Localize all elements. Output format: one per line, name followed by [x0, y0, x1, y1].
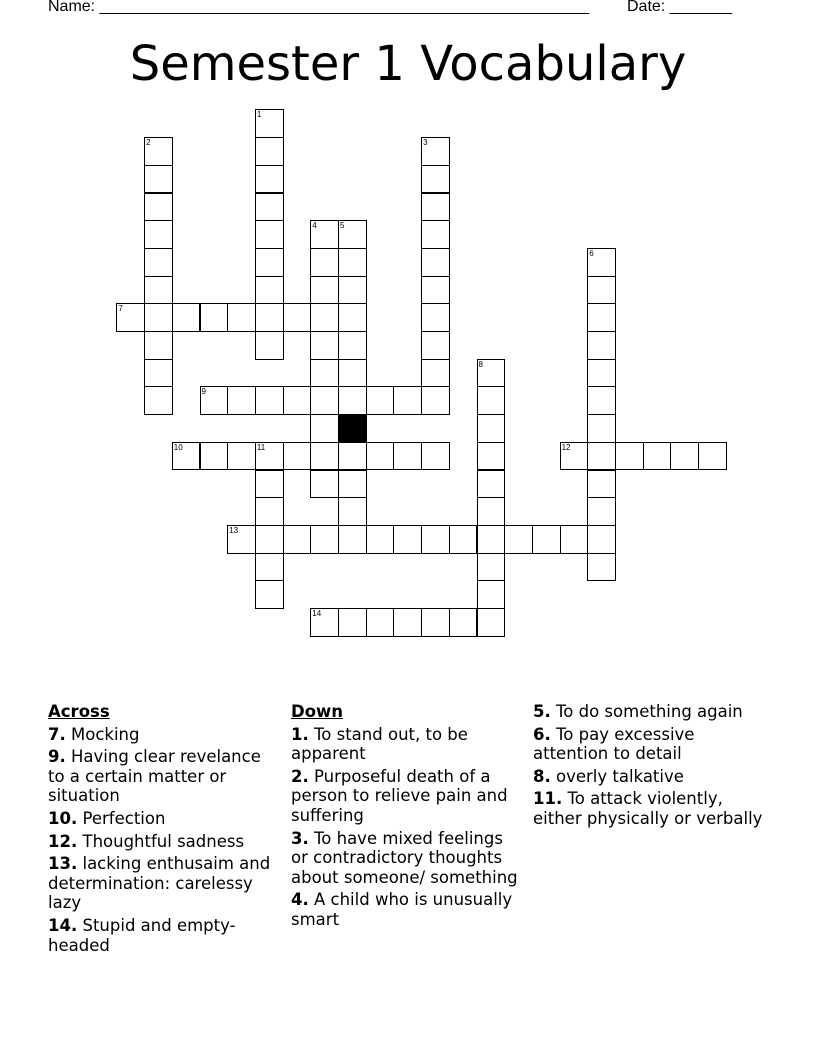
grid-cell[interactable]: [366, 442, 395, 471]
grid-cell[interactable]: [698, 442, 727, 471]
cell-number: 3: [423, 138, 428, 148]
grid-cell[interactable]: [338, 386, 367, 415]
grid-cell[interactable]: [477, 608, 506, 637]
clue-text: To attack violently, either physically or verbally: [533, 789, 763, 828]
clue-item: [48, 832, 278, 852]
cell-number: 11: [256, 442, 266, 452]
grid-cell[interactable]: [310, 386, 339, 415]
grid-cell[interactable]: [338, 442, 367, 471]
grid-cell[interactable]: [310, 442, 339, 471]
grid-cell[interactable]: [310, 220, 339, 249]
clue-item: [533, 702, 768, 722]
grid-cell[interactable]: [587, 414, 616, 443]
cell-number: 6: [589, 248, 594, 258]
grid-cell[interactable]: [283, 303, 312, 332]
grid-cell[interactable]: [255, 386, 284, 415]
grid-cell[interactable]: [477, 470, 506, 499]
cell-number: 4: [312, 221, 317, 231]
grid-cell[interactable]: [587, 248, 616, 277]
grid-cell[interactable]: [283, 386, 312, 415]
grid-cell[interactable]: [338, 331, 367, 360]
clue-number: 5.: [533, 702, 551, 721]
grid-cell[interactable]: [477, 553, 506, 582]
grid-cell[interactable]: [283, 442, 312, 471]
grid-cell[interactable]: [587, 553, 616, 582]
grid-cell[interactable]: [421, 165, 450, 194]
grid-cell[interactable]: [615, 442, 644, 471]
down-clues: [291, 702, 523, 933]
clue-text: Thoughtful sadness: [82, 831, 245, 851]
grid-cell[interactable]: [144, 331, 173, 360]
grid-cell[interactable]: [310, 359, 339, 388]
grid-cell[interactable]: [172, 442, 201, 471]
clue-item: [291, 725, 523, 764]
clue-number: 3.: [291, 828, 309, 848]
grid-cell[interactable]: [670, 442, 699, 471]
grid-cell[interactable]: [338, 497, 367, 526]
grid-cell[interactable]: [255, 580, 284, 609]
clue-text: Mocking: [71, 724, 140, 744]
grid-cell[interactable]: [227, 303, 256, 332]
grid-cell[interactable]: [421, 331, 450, 360]
clue-item: [48, 725, 278, 745]
clue-number: 12.: [48, 831, 78, 851]
grid-cell[interactable]: [144, 386, 173, 415]
grid-cell[interactable]: [421, 220, 450, 249]
grid-cell[interactable]: [310, 470, 339, 499]
grid-cell[interactable]: [310, 414, 339, 443]
grid-cell[interactable]: [144, 193, 173, 222]
grid-cell[interactable]: [477, 359, 506, 388]
cell-number: 10: [173, 442, 183, 452]
grid-cell[interactable]: [200, 303, 229, 332]
clue-item: [291, 767, 523, 826]
grid-cell[interactable]: [421, 359, 450, 388]
grid-cell[interactable]: [255, 470, 284, 499]
grid-cell[interactable]: [421, 608, 450, 637]
grid-cell[interactable]: [421, 386, 450, 415]
clue-text: Perfection: [82, 808, 166, 828]
grid-cell[interactable]: [200, 442, 229, 471]
grid-cell[interactable]: [393, 525, 422, 554]
clue-text: Purposeful death of a person to relieve pain and suffering: [291, 766, 508, 825]
clue-number: 2.: [291, 766, 309, 786]
clue-text: lacking enthusaim and determination: carelessy lazy: [48, 854, 271, 913]
clue-text: overly talkative: [556, 766, 684, 786]
grid-cell[interactable]: [310, 331, 339, 360]
grid-cell[interactable]: [393, 386, 422, 415]
grid-cell[interactable]: [587, 470, 616, 499]
grid-cell[interactable]: [421, 276, 450, 305]
grid-cell[interactable]: [421, 137, 450, 166]
clue-number: 1.: [291, 724, 309, 744]
grid-cell[interactable]: [310, 525, 339, 554]
clue-text: To have mixed feelings or contradictory thoughts about someone/ something: [291, 828, 518, 887]
cell-number: 14: [312, 609, 322, 618]
grid-cell[interactable]: [477, 442, 506, 471]
grid-cell[interactable]: [255, 137, 284, 166]
grid-cell[interactable]: [393, 608, 422, 637]
clue-item: [533, 767, 768, 787]
grid-cell[interactable]: [587, 303, 616, 332]
grid-cell[interactable]: [338, 248, 367, 277]
grid-cell[interactable]: [200, 386, 229, 415]
clue-number: 8.: [533, 766, 551, 786]
grid-cell[interactable]: [283, 525, 312, 554]
clue-item: [291, 829, 523, 888]
grid-cell[interactable]: [421, 442, 450, 471]
clue-item: [48, 809, 278, 829]
grid-cell[interactable]: [587, 497, 616, 526]
grid-cell[interactable]: [255, 553, 284, 582]
clue-text: To do something again: [556, 702, 743, 721]
grid-cell[interactable]: [255, 303, 284, 332]
clue-item: [48, 854, 278, 913]
clue-number: 7.: [48, 724, 66, 744]
clue-item: [48, 747, 278, 806]
grid-cell[interactable]: [255, 497, 284, 526]
grid-cell[interactable]: [560, 525, 589, 554]
grid-cell[interactable]: [144, 248, 173, 277]
grid-cell[interactable]: [338, 276, 367, 305]
clue-item: [533, 789, 768, 828]
clue-item: [48, 916, 278, 955]
clue-text: Having clear revelance to a certain matter or situation: [48, 747, 261, 806]
grid-cell[interactable]: [587, 331, 616, 360]
clue-number: 11.: [533, 789, 563, 809]
cell-number: 5: [340, 221, 345, 231]
grid-cell[interactable]: [643, 442, 672, 471]
grid-cell[interactable]: [338, 359, 367, 388]
black-cell: [338, 414, 367, 443]
across-clues: [48, 702, 278, 958]
grid-cell[interactable]: [338, 220, 367, 249]
grid-cell[interactable]: [421, 525, 450, 554]
grid-cell[interactable]: [366, 386, 395, 415]
cell-number: 12: [561, 442, 571, 452]
clue-number: 6.: [533, 724, 551, 744]
grid-cell[interactable]: [393, 442, 422, 471]
cell-number: 2: [146, 138, 151, 148]
grid-cell[interactable]: [338, 470, 367, 499]
grid-cell[interactable]: [504, 525, 533, 554]
puzzle-title: Semester 1 Vocabulary: [129, 36, 687, 92]
grid-cell[interactable]: [255, 276, 284, 305]
cell-number: 1: [256, 110, 262, 120]
clue-number: 9.: [48, 747, 66, 767]
clue-number: 10.: [48, 808, 78, 828]
grid-cell[interactable]: [144, 359, 173, 388]
clue-number: 4.: [291, 890, 309, 910]
grid-cell[interactable]: [255, 165, 284, 194]
grid-cell[interactable]: [227, 525, 256, 554]
grid-cell[interactable]: [421, 303, 450, 332]
cell-number: 8: [478, 359, 483, 369]
grid-cell[interactable]: [338, 525, 367, 554]
clue-number: 13.: [48, 854, 78, 874]
clue-item: [533, 725, 768, 764]
grid-cell[interactable]: [477, 414, 506, 443]
grid-cell[interactable]: [144, 276, 173, 305]
grid-cell[interactable]: [587, 525, 616, 554]
grid-cell[interactable]: [366, 525, 395, 554]
clue-text: To pay excessive attention to detail: [533, 724, 695, 764]
grid-cell[interactable]: [477, 580, 506, 609]
grid-cell[interactable]: [477, 497, 506, 526]
grid-cell[interactable]: [449, 525, 478, 554]
cell-number: 13: [229, 525, 239, 535]
grid-cell[interactable]: [144, 303, 173, 332]
grid-cell[interactable]: [144, 137, 173, 166]
grid-cell[interactable]: [421, 193, 450, 222]
grid-cell[interactable]: [144, 165, 173, 194]
grid-cell[interactable]: [477, 386, 506, 415]
grid-cell[interactable]: [255, 331, 284, 360]
grid-cell[interactable]: [255, 248, 284, 277]
grid-cell[interactable]: [477, 525, 506, 554]
grid-cell[interactable]: [587, 386, 616, 415]
grid-cell[interactable]: [227, 442, 256, 471]
grid-cell[interactable]: [587, 442, 616, 471]
grid-cell[interactable]: [310, 303, 339, 332]
across-heading: Across: [48, 702, 110, 721]
grid-cell[interactable]: [338, 608, 367, 637]
down-clues-continued: [533, 702, 768, 832]
grid-cell[interactable]: [255, 109, 284, 138]
grid-cell[interactable]: [310, 608, 339, 637]
cell-number: 7: [118, 304, 123, 314]
cell-number: 9: [201, 387, 206, 397]
clue-item: [291, 890, 523, 929]
clue-text: Stupid and empty-headed: [48, 915, 236, 955]
grid-cell[interactable]: [255, 220, 284, 249]
clue-number: 14.: [48, 915, 78, 935]
grid-cell[interactable]: [172, 303, 201, 332]
grid-cell[interactable]: [366, 608, 395, 637]
grid-cell[interactable]: [310, 276, 339, 305]
grid-cell[interactable]: [560, 442, 589, 471]
grid-cell[interactable]: [338, 303, 367, 332]
grid-cell[interactable]: [421, 248, 450, 277]
name-field[interactable]: Name: _______________________________________________________: [48, 0, 589, 15]
grid-cell[interactable]: [587, 276, 616, 305]
clue-text: A child who is unusually smart: [291, 890, 513, 929]
grid-cell[interactable]: [587, 359, 616, 388]
grid-cell[interactable]: [255, 525, 284, 554]
grid-cell[interactable]: [449, 608, 478, 637]
grid-cell[interactable]: [144, 220, 173, 249]
grid-cell[interactable]: [310, 248, 339, 277]
clue-text: To stand out, to be apparent: [291, 724, 468, 764]
grid-cell[interactable]: [255, 442, 284, 471]
grid-cell[interactable]: [227, 386, 256, 415]
grid-cell[interactable]: [116, 303, 145, 332]
date-field[interactable]: Date: _______: [627, 0, 732, 15]
grid-cell[interactable]: [532, 525, 561, 554]
down-heading: Down: [291, 702, 344, 721]
grid-cell[interactable]: [255, 193, 284, 222]
